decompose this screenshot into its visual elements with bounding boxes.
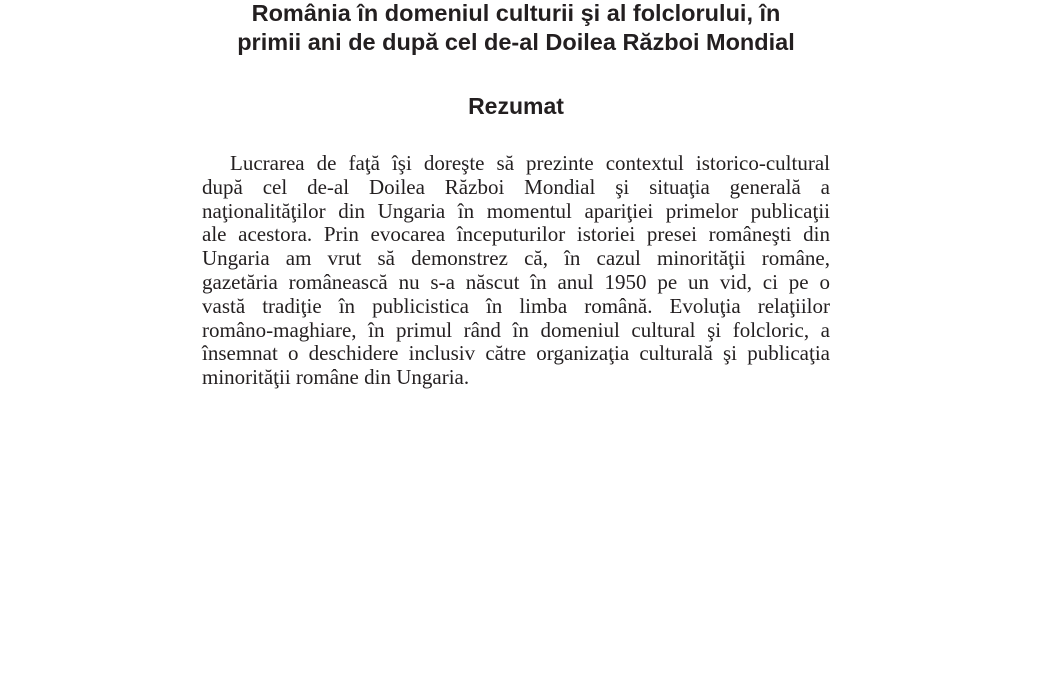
- abstract-line: ale acestora. Prin evocarea începuturilor istoriei presei româneşti din: [202, 222, 830, 247]
- abstract-paragraph: [202, 152, 830, 390]
- title-line-1: România în domeniul culturii şi al folclorului, în: [251, 0, 781, 26]
- abstract-line: româno-maghiare, în primul rând în domeniul cultural şi folcloric, a: [202, 317, 830, 342]
- abstract-line: Ungaria am vrut să demonstrez că, în cazul minorităţii române,: [202, 246, 830, 271]
- abstract-line: după cel de-al Doilea Război Mondial şi situaţia generală a: [202, 174, 830, 199]
- title-line-2: primii ani de după cel de-al Doilea Război Mondial: [237, 29, 795, 55]
- abstract-line: vastă tradiţie în publicistica în limba română. Evoluţia relaţiilor: [202, 293, 830, 318]
- abstract-line: gazetăria românească nu s-a născut în anul 1950 pe un vid, ci pe o: [202, 269, 830, 294]
- abstract-line: minorităţii române din Ungaria.: [202, 365, 470, 390]
- abstract-line: însemnat o deschidere inclusiv către organizaţia culturală şi publicaţia: [202, 341, 830, 366]
- abstract-line: naţionalităţilor din Ungaria în momentul apariţiei primelor publicaţii: [202, 198, 830, 223]
- abstract-line: Lucrarea de faţă îşi doreşte să prezinte contextul istorico-cultural: [230, 151, 830, 175]
- section-heading: Rezumat: [468, 93, 564, 119]
